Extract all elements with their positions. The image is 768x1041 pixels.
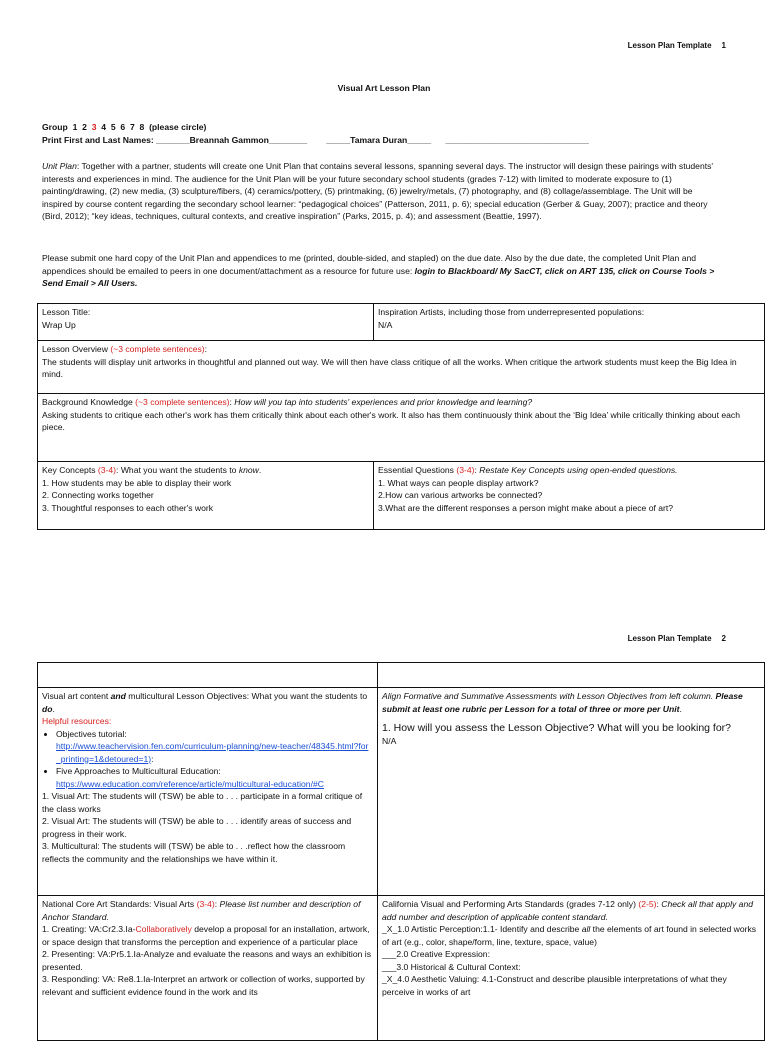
ca-item-3: ___3.0 Historical & Cultural Context: xyxy=(382,961,521,972)
objectives-label: Visual art content xyxy=(42,691,111,701)
ca-label: California Visual and Performing Arts Standards (grades 7-12 only) xyxy=(382,899,639,909)
concept-item: 1. How students may be able to display their work xyxy=(42,477,232,488)
concepts-label: Key Concepts xyxy=(42,465,98,475)
overview-label: Lesson Overview xyxy=(42,344,111,354)
inspiration-label: Inspiration Artists, including those from underrepresented populations: xyxy=(378,307,645,317)
ncas-label: National Core Art Standards: Visual Arts xyxy=(42,899,197,909)
group-8[interactable]: 8 xyxy=(139,122,145,132)
concept-item: 3. Thoughtful responses to each other's work xyxy=(42,502,214,513)
group-5[interactable]: 5 xyxy=(110,122,116,132)
assessment-cell: Align Formative and Summative Assessments with Lesson Objectives from left column. Please submit at least one rubric per Lesson for a total of three or more per Unit. 1. How will you assess the Lesson Objective? What will you be looking for? N/A xyxy=(378,688,765,896)
lesson-table-1 xyxy=(37,303,765,530)
submit-paragraph xyxy=(42,252,722,290)
objective-item: 1. Visual Art: The students will (TSW) be able to . . . participate in a formal critique of the class works xyxy=(42,791,363,814)
objectives-label-b: multicultural Lesson Objectives: What you want the students to xyxy=(125,691,368,701)
resource-label: Five Approaches to Multicultural Education: xyxy=(56,766,221,776)
overview-cell: Lesson Overview (~3 complete sentences): The students will display unit artworks in thoughtful and planned out way. We will then have class critique of all the works. When critique the artwork students must keep the Big Idea in mind. xyxy=(38,341,765,394)
ca-item-4: _X_4.0 Aesthetic Valuing: 4.1-Construct and describe plausible interpretations of what they perceive in works of art xyxy=(382,974,727,997)
resource-item: • Objectives tutorial: http://www.teachervision.fen.com/curriculum-planning/new-teacher/48345.html?for_printing=1&detoured=1): xyxy=(56,728,373,766)
ca-item-1-all: all xyxy=(581,924,591,934)
ncas-item-1-a: 1. Creating: VA:Cr2.3.Ia- xyxy=(42,924,136,934)
group-7[interactable]: 7 xyxy=(129,122,135,132)
blank-cell xyxy=(38,663,378,688)
ca-item-1-a: _X_1.0 Artistic Perception:1.1- Identify and describe xyxy=(382,924,582,934)
resource-label: Objectives tutorial: xyxy=(56,728,127,739)
ca-req: (2-5) xyxy=(638,899,657,909)
assessment-question: 1. How will you assess the Lesson Objective? What will you be looking for? xyxy=(382,722,732,734)
resources-list xyxy=(42,728,373,791)
objective-item: 2. Visual Art: The students will (TSW) be able to . . . identify areas of success and progress in their work. xyxy=(42,816,352,839)
page-number: 2 xyxy=(721,634,726,643)
unit-plan-text: : Together with a partner, students will create one Unit Plan that contains several lessons, spanning several days. The instructor will design these pairings with students' interests and experiences in mind. The audience for the Unit Plan will be your future secondary school students (grades 7-12) with limited to moderate exposure to (1) painting/drawing, (2) new media, (3) sculpture/fibers, (4) ceramics/pottery, (5) printmaking, (6) jewelry/metals, (7) photography, and (8) collage/assemblage. The Unit will be inspired by course content regarding the secondary school learner: “pedagogical choices” (Patterson, 2011, p. 6); special education (Gerber & Guay, 2007); practice and theory (Bird, 2012); “key ideas, techniques, cultural contexts, and creative inspiration” (Parks, 2015, p. 4); and assessment (Beattie, 1997). xyxy=(42,161,714,221)
group-2[interactable]: 2 xyxy=(82,122,87,132)
questions-label: Essential Questions xyxy=(378,465,457,475)
name-2: _____Tamara Duran_____ xyxy=(326,135,432,145)
ncas-item-1-red: Collaboratively xyxy=(135,924,192,934)
question-item: 1. What ways can people display artwork? xyxy=(378,477,539,488)
ncas-item-1 xyxy=(42,923,373,948)
overview-text: The students will display unit artworks in thoughtful and planned out way. We will then have class critique of all the works. When critique the artwork students must keep the Big Idea in mind. xyxy=(42,356,737,379)
group-note: (please circle) xyxy=(149,122,207,132)
objectives-and: and xyxy=(110,691,126,701)
lesson-title-label: Lesson Title: xyxy=(42,307,91,317)
assessment-value: N/A xyxy=(382,736,397,746)
submit-text: Please submit one hard copy of the Unit Plan and appendices to me (printed, double-sided, and stapled) on the due date. Also by the due date, the completed Unit Plan and appendices should be emailed to peers in one document/attachment as a resource for future use: xyxy=(42,253,697,276)
ca-item-1 xyxy=(382,923,760,948)
name-3: ______________________________ xyxy=(445,135,589,145)
overview-req: (~3 complete sentences) xyxy=(110,344,205,354)
objectives-tutorial-link[interactable]: http://www.teachervision.fen.com/curriculum-planning/new-teacher/48345.html?for_printing=1&detoured=1) xyxy=(56,741,369,764)
name-1: _______Breannah Gammon________ xyxy=(156,135,308,145)
submit-instructions: login to Blackboard/ My SacCT, click on ART 135, click on Course Tools > Send Email > All Users. xyxy=(42,265,715,288)
lesson-table-2 xyxy=(37,662,765,1041)
helpful-resources-label: Helpful resources: xyxy=(42,716,112,726)
lesson-title-value: Wrap Up xyxy=(42,319,76,330)
page-header-1 xyxy=(628,40,726,53)
blank-cell xyxy=(378,663,765,688)
background-label: Background Knowledge xyxy=(42,397,136,407)
header-title: Lesson Plan Template xyxy=(627,634,712,643)
ca-item-2: ___2.0 Creative Expression: xyxy=(382,949,490,959)
page-number: 1 xyxy=(721,41,726,50)
group-4[interactable]: 4 xyxy=(101,122,107,132)
ncas-item-1-b: develop a proposal for an installation, artwork, or space design that transforms the perception and experience of a particular place xyxy=(42,924,370,947)
questions-prompt: Restate Key Concepts using open-ended questions. xyxy=(479,465,678,475)
resource-item xyxy=(56,765,373,790)
group-label: Group xyxy=(42,122,68,132)
ncas-item-2: 2. Presenting: VA:Pr5.1.Ia-Analyze and evaluate the reasons and ways an exhibition is presented. xyxy=(42,949,371,972)
group-6[interactable]: 6 xyxy=(120,122,126,132)
multicultural-education-link[interactable]: https://www.education.com/reference/article/multicultural-education/#C xyxy=(56,778,324,789)
inspiration-value: N/A xyxy=(378,319,393,330)
ncas-item-3: 3. Responding: VA: Re8.1.Ia-Interpret an artwork or collection of works, supported by relevant and sufficient evidence found in the work and its xyxy=(42,974,365,997)
ca-item-1-b: the elements of art found in selected works of art (e.g., color, shape/form, line, texture, space, value) xyxy=(382,924,757,947)
ncas-cell: National Core Art Standards: Visual Arts (3-4): Please list number and description of Anchor Standard. 1. Creating: VA:Cr2.3.Ia-Collaboratively develop a proposal for an installation, artwork, or space design that transforms the perception and experience of a particular place 2. Presenting: VA:Pr5.1.Ia-Analyze and evaluate the reasons and ways an exhibition is presented. 3. Responding: VA: Re8.1.Ia-Interpret an artwork or collection of works, supported by relevant and sufficient evidence found in the work and its xyxy=(38,896,378,1041)
page-header-2 xyxy=(628,633,726,646)
concepts-req: (3-4) xyxy=(97,465,117,475)
page-title: Visual Art Lesson Plan xyxy=(337,83,431,93)
lesson-title-cell xyxy=(38,304,374,341)
group-3-selected[interactable]: 3 xyxy=(91,122,97,132)
objective-item: 3. Multicultural: The students will (TSW) be able to . . .reflect how the classroom reflects the community and the relationships we have within it. xyxy=(42,841,346,864)
background-req: (~3 complete sentences) xyxy=(135,397,230,407)
ca-prompt: Check all that apply and add number and description of applicable content standard. xyxy=(382,899,754,922)
assessment-requirement: Please submit at least one rubric per Lesson for a total of three or more per Unit xyxy=(382,691,743,714)
names-line xyxy=(42,134,589,147)
concept-item: 2. Connecting works together xyxy=(42,490,154,500)
objectives-cell: Visual art content and multicultural Lesson Objectives: What you want the students to do. Helpful resources: • Objectives tutorial: http://www.teachervision.fen.com/curriculum-planning/new-teacher/48345.html?for_printing=1&detoured=1): • Five Approaches to Multicultural Education: https://www.education.com/reference/article/multicultural-education/#C 1. Visual Art: The students will (TSW) be able to . . . participate in a formal critique of the class works 2. Visual Art: The students will (TSW) be able to . . . identify areas of success and progress in their work. 3. Multicultural: The students will (TSW) be able to . . .reflect how the classroom reflects the community and the relationships we have within it. xyxy=(38,688,378,896)
group-1[interactable]: 1 xyxy=(72,122,78,132)
question-item: 2.How can various artworks be connected? xyxy=(378,490,543,500)
group-line xyxy=(42,121,206,134)
questions-req: (3-4) xyxy=(456,465,475,475)
header-title: Lesson Plan Template xyxy=(627,41,712,50)
background-text: Asking students to critique each other's work has them critically think about each other's work. It also has them continuously think about the ‘Big Idea’ while critically thinking about each piece. xyxy=(42,409,740,432)
ncas-req: (3-4) xyxy=(196,899,215,909)
essential-questions-cell: Essential Questions (3-4): Restate Key Concepts using open-ended questions. 1. What ways can people display artwork? 2.How can various artworks be connected? 3.What are the different responses a person might make about a piece of art? xyxy=(374,462,765,530)
objectives-do: do xyxy=(42,703,53,714)
names-label: Print First and Last Names: xyxy=(42,135,154,145)
concepts-prompt: : What you want the students to xyxy=(116,465,239,475)
ca-standards-cell: California Visual and Performing Arts Standards (grades 7-12 only) (2-5): Check all that apply and add number and description of applicable content standard. _X_1.0 Artistic Perception:1.1- Identify and describe all the elements of art found in selected works of art (e.g., color, shape/form, line, texture, space, value) ___2.0 Creative Expression: ___3.0 Historical & Cultural Context: _X_4.0 Aesthetic Valuing: 4.1-Construct and describe plausible interpretations of what they perceive in works of art xyxy=(378,896,765,1041)
question-item: 3.What are the different responses a person might make about a piece of art? xyxy=(378,502,674,513)
background-prompt: How will you tap into students' experiences and prior knowledge and learning? xyxy=(234,397,533,407)
inspiration-cell xyxy=(374,304,765,341)
assessment-intro: Align Formative and Summative Assessments with Lesson Objectives from left column. xyxy=(382,691,716,701)
concepts-prompt-know: know xyxy=(238,465,259,475)
background-cell: Background Knowledge (~3 complete sentences): How will you tap into students' experiences and prior knowledge and learning? Asking students to critique each other's work has them critically think about each other's work. It also has them continuously think about the ‘Big Idea’ while critically thinking about each piece. xyxy=(38,394,765,462)
unit-plan-paragraph xyxy=(42,160,722,223)
key-concepts-cell: Key Concepts (3-4): What you want the students to know. 1. How students may be able to display their work 2. Connecting works together 3. Thoughtful responses to each other's work xyxy=(38,462,374,530)
unit-plan-label: Unit Plan xyxy=(42,161,77,171)
ncas-prompt: Please list number and description of Anchor Standard. xyxy=(42,899,361,922)
